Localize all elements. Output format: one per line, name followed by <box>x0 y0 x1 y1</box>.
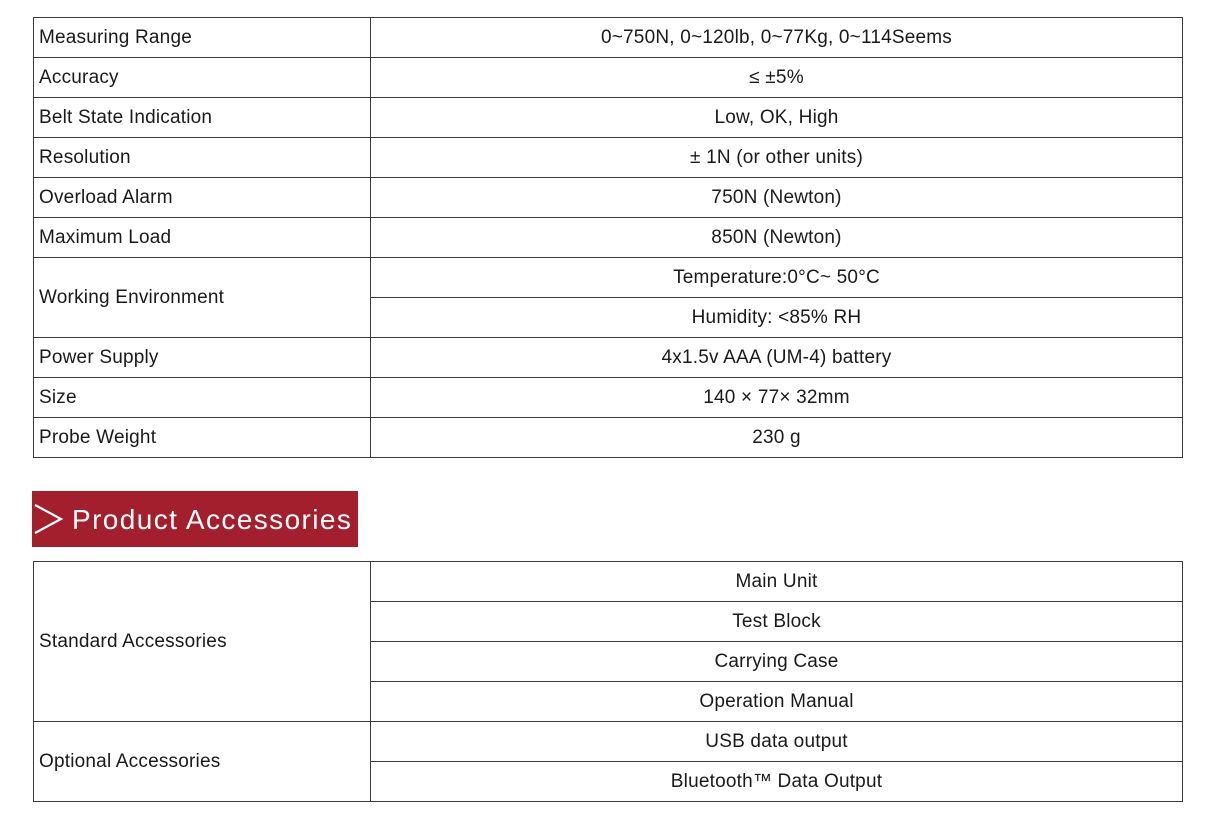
probe-weight-label: Probe Weight <box>34 418 371 458</box>
probe-weight-value: 230 g <box>371 418 1183 458</box>
table-row <box>34 98 1183 138</box>
specifications-table <box>33 17 1183 458</box>
table-row <box>34 178 1183 218</box>
accessories-table <box>33 561 1183 802</box>
working-environment-label: Working Environment <box>34 258 371 338</box>
chevron-right-icon <box>32 502 66 536</box>
table-row <box>34 378 1183 418</box>
accuracy-value: ≤ ±5% <box>371 58 1183 98</box>
table-row <box>34 218 1183 258</box>
standard-accessories-label: Standard Accessories <box>34 562 371 722</box>
size-value: 140 × 77× 32mm <box>371 378 1183 418</box>
table-row <box>34 562 1183 602</box>
product-accessories-banner <box>32 491 358 547</box>
table-row <box>34 18 1183 58</box>
belt-state-indication-label: Belt State Indication <box>34 98 371 138</box>
overload-alarm-value: 750N (Newton) <box>371 178 1183 218</box>
belt-state-indication-value: Low, OK, High <box>371 98 1183 138</box>
measuring-range-value: 0~750N, 0~120lb, 0~77Kg, 0~114Seems <box>371 18 1183 58</box>
power-supply-label: Power Supply <box>34 338 371 378</box>
standard-accessories-value: Test Block <box>371 602 1183 642</box>
optional-accessories-value: Bluetooth™ Data Output <box>371 762 1183 802</box>
standard-accessories-value: Carrying Case <box>371 642 1183 682</box>
optional-accessories-label: Optional Accessories <box>34 722 371 802</box>
maximum-load-label: Maximum Load <box>34 218 371 258</box>
maximum-load-value: 850N (Newton) <box>371 218 1183 258</box>
standard-accessories-value: Operation Manual <box>371 682 1183 722</box>
table-row <box>34 338 1183 378</box>
size-label: Size <box>34 378 371 418</box>
working-environment-value: Temperature:0°C~ 50°C <box>371 258 1183 298</box>
power-supply-value: 4x1.5v AAA (UM-4) battery <box>371 338 1183 378</box>
table-row <box>34 722 1183 762</box>
standard-accessories-value: Main Unit <box>371 562 1183 602</box>
specifications-body <box>34 18 1183 458</box>
working-environment-value: Humidity: <85% RH <box>371 298 1183 338</box>
resolution-label: Resolution <box>34 138 371 178</box>
table-row <box>34 138 1183 178</box>
optional-accessories-value: USB data output <box>371 722 1183 762</box>
accessories-body <box>34 562 1183 802</box>
section-title: Product Accessories <box>72 504 353 535</box>
table-row <box>34 258 1183 298</box>
resolution-value: ± 1N (or other units) <box>371 138 1183 178</box>
accuracy-label: Accuracy <box>34 58 371 98</box>
measuring-range-label: Measuring Range <box>34 18 371 58</box>
table-row <box>34 58 1183 98</box>
overload-alarm-label: Overload Alarm <box>34 178 371 218</box>
table-row <box>34 418 1183 458</box>
